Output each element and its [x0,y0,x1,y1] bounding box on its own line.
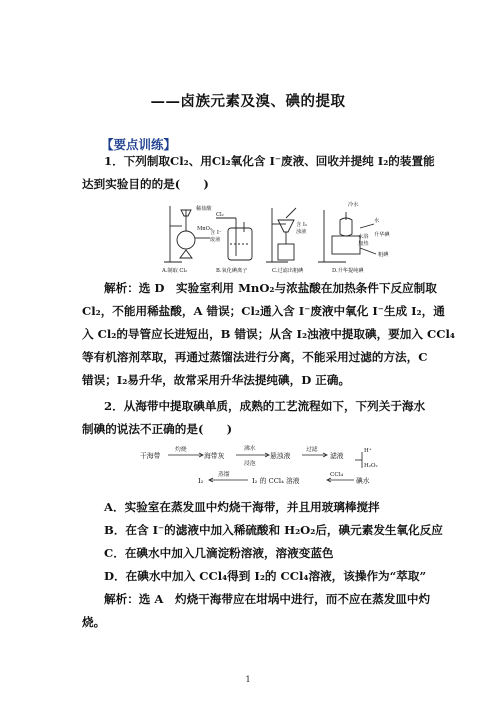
flow-node-kelp-ash: 海带灰 [204,452,225,460]
label-A: A.制取 Cl₂ [162,268,188,274]
svg-text:含 I⁻: 含 I⁻ [210,230,222,236]
svg-text:废液: 废液 [210,237,221,243]
label-D: D.升华提纯碘 [332,268,364,274]
q2-stem-line1: 2．从海带中提取碘单质，成熟的工艺流程如下，下列关于海水 [104,399,426,413]
flow-step-ccl4: CCl₄ [330,472,344,478]
page-number: 1 [245,675,251,684]
q2-answer-line2: 烧。 [82,615,106,629]
flow-step-filter: 过滤 [306,447,318,453]
flow-reagent-h: H⁺ [364,448,372,454]
label-sublime-i2: 升华碘 [374,232,390,238]
flow-node-dry-kelp: 干海带 [140,452,161,460]
label-crude-i2: 粗碘 [378,252,389,258]
flow-step-burn: 灼烧 [175,447,187,453]
flow-step-boiling-water: 沸水 [244,446,256,452]
flow-node-suspension: 悬浊液 [270,452,291,460]
flow-node-i2: I₂ [198,477,204,485]
label-water: 水 [374,218,380,224]
label-C: C.过滤出粗碘 [272,268,304,274]
flow-node-iodine-water: 碘水 [356,477,370,485]
svg-text:浊液: 浊液 [296,229,307,235]
q1-stem-line2: 达到实验目的的是( ) [82,177,209,191]
q2-option-b: B．在含 I⁻的滤液中加入稀硫酸和 H₂O₂后，碘元素发生氧化反应 [104,523,443,537]
svg-text:加热: 加热 [358,241,369,247]
q2-answer-line1: 解析：选 A 灼烧干海带应在坩埚中进行，而不应在蒸发皿中灼 [104,592,431,606]
q2-process-flow [140,440,376,492]
q1-answer-line4: 等有机溶剂萃取，再通过蒸馏法进行分离，不能采用过滤的方法，C [82,350,428,364]
q1-apparatus-figure [160,198,410,274]
label-cl2: Cl₂ [216,212,224,218]
flow-step-distill: 蒸馏 [218,472,230,478]
q2-option-c: C．在碘水中加入几滴淀粉溶液，溶液变蓝色 [104,546,334,560]
q1-answer-line2: Cl₂，不能用稀盐酸，A 错误；Cl₂通入含 I⁻废液中氧化 I⁻生成 I₂，通 [82,304,445,318]
flow-reagent-h2o2: H₂O₂ [364,463,378,469]
label-i2: 含 I₂ [296,222,307,228]
q2-stem-line2: 制碘的说法不正确的是( ) [82,422,233,436]
q1-answer-line1: 解析：选 D 实验室利用 MnO₂与浓盐酸在加热条件下反应制取 [104,281,437,295]
label-B: B.氧化碘离子 [216,268,248,274]
flow-step-soak: 浸泡 [244,461,256,467]
section-label: 【要点训练】 [101,137,177,152]
svg-text:水浴: 水浴 [358,234,369,240]
q1-answer-line5: 错误；I₂易升华，故常采用升华法提纯碘，D 正确。 [82,373,351,387]
q2-option-a: A．实验室在蒸发皿中灼烧干海带，并且用玻璃棒搅拌 [104,500,380,514]
flow-node-i2-ccl4: I₂ 的 CCl₄ 溶液 [252,477,300,485]
label-cold-water: 冷水 [348,202,359,208]
q1-stem-line1: 1．下列制取Cl₂、用Cl₂氧化含 I⁻废液、回收并提纯 I₂的装置能 [104,154,435,168]
q2-option-d: D．在碘水中加入 CCl₄得到 I₂的 CCl₄溶液，该操作为“萃取” [104,569,427,583]
label-hcl: 稀盐酸 [196,206,212,212]
q1-answer-line3: 入 Cl₂的导管应长进短出，B 错误；从含 I₂浊液中提取碘，要加入 CCl₄ [82,327,455,341]
page-title: ——卤族元素及溴、碘的提取 [150,93,346,110]
flow-node-filtrate: 滤液 [330,452,344,460]
label-mno2: MnO₂ [197,226,212,232]
